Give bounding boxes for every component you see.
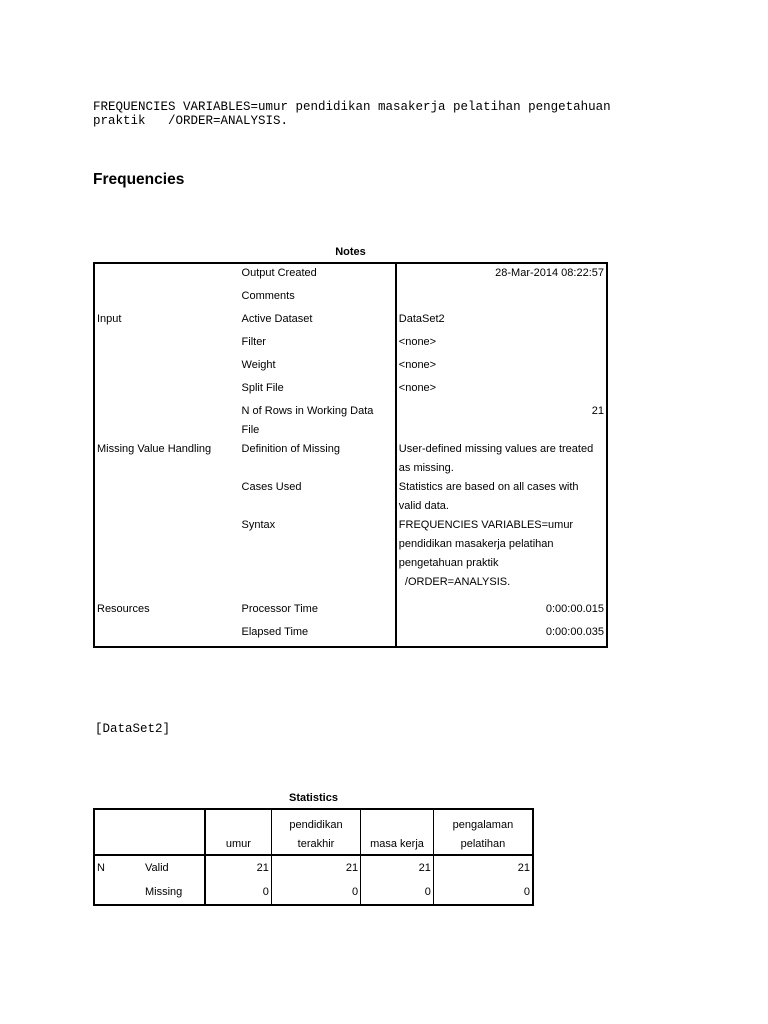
notes-label-cell: Elapsed Time — [240, 623, 396, 647]
notes-group-cell — [94, 623, 240, 647]
notes-group-cell: Resources — [97, 603, 150, 615]
notes-group-cell: Input — [97, 313, 122, 325]
stats-corner-cell — [143, 809, 205, 855]
dataset-tag: [DataSet2] — [95, 722, 171, 736]
stats-column-header-line1 — [363, 816, 431, 835]
notes-label-cell: Definition of Missing — [240, 440, 396, 478]
notes-row — [94, 263, 607, 287]
notes-label-cell: Cases Used — [240, 478, 396, 516]
notes-row — [94, 516, 607, 592]
notes-value-cell — [396, 287, 607, 310]
stats-column-header-line2: terakhir — [297, 838, 335, 850]
notes-group-cell — [94, 402, 240, 440]
statistics-header-row — [94, 809, 533, 855]
notes-value-cell: DataSet2 — [398, 313, 445, 325]
notes-value-cell: 0:00:00.035 — [545, 626, 604, 638]
stats-label-cell: Missing — [143, 880, 205, 905]
stats-value-cell: 0 — [361, 880, 434, 905]
stats-value-cell: 21 — [205, 855, 271, 880]
stats-group-cell — [94, 880, 143, 905]
notes-row — [94, 310, 607, 333]
syntax-line-1: FREQUENCIES VARIABLES=umur pendidikan masakerja pelatihan pengetahuan — [93, 100, 611, 114]
stats-value-cell: 0 — [523, 886, 530, 898]
notes-value-cell: Statistics are based on all cases with valid data. — [398, 481, 582, 512]
stats-column-header — [361, 809, 434, 855]
notes-value-cell: <none> — [398, 382, 437, 394]
notes-label-cell: Filter — [240, 333, 396, 356]
notes-value-cell: 21 — [591, 405, 604, 417]
frequencies-heading: Frequencies — [93, 171, 185, 188]
stats-group-cell: N — [97, 862, 105, 874]
syntax-block — [93, 100, 611, 128]
stats-label-cell: Valid — [143, 855, 205, 880]
notes-row — [94, 600, 607, 623]
notes-value-cell: User-defined missing values are treated as missing. — [398, 443, 597, 474]
stats-column-header — [433, 809, 533, 855]
notes-label-cell: Output Created — [240, 263, 396, 287]
notes-value-cell: 28-Mar-2014 08:22:57 — [495, 267, 604, 279]
notes-label-cell: Split File — [240, 379, 396, 402]
notes-label-cell: N of Rows in Working Data File — [240, 402, 396, 440]
stats-value-cell: 21 — [361, 855, 434, 880]
stats-value-cell: 0 — [271, 880, 360, 905]
notes-row — [94, 623, 607, 647]
notes-label-cell: Weight — [240, 356, 396, 379]
notes-group-cell — [94, 333, 240, 356]
stats-column-header-line1 — [208, 816, 269, 835]
stats-column-header — [271, 809, 360, 855]
notes-group-cell — [94, 356, 240, 379]
statistics-row — [94, 855, 533, 880]
notes-row — [94, 402, 607, 440]
notes-label-cell: Syntax — [240, 516, 396, 592]
stats-column-header-line2: masa kerja — [370, 838, 424, 850]
notes-group-cell: Missing Value Handling — [97, 443, 212, 455]
notes-spacer-row — [94, 592, 607, 600]
notes-value-cell: 0:00:00.015 — [545, 603, 604, 615]
stats-column-header-line1: pendidikan — [289, 819, 343, 831]
notes-row — [94, 478, 607, 516]
stats-column-header-line1: pengalaman — [452, 819, 514, 831]
notes-row — [94, 379, 607, 402]
stats-value-cell: 0 — [205, 880, 271, 905]
stats-column-header-line2: umur — [225, 838, 251, 850]
notes-row — [94, 356, 607, 379]
statistics-table-caption: Statistics — [289, 792, 338, 804]
stats-column-header — [205, 809, 271, 855]
notes-group-cell — [94, 379, 240, 402]
notes-value-cell: FREQUENCIES VARIABLES=umur pendidikan masakerja pelatihan pengetahuan praktik /ORDER=ANALYSIS. — [398, 519, 574, 588]
syntax-line-2: praktik /ORDER=ANALYSIS. — [93, 114, 289, 128]
notes-row — [94, 440, 607, 478]
stats-value-cell: 21 — [517, 862, 530, 874]
statistics-row — [94, 880, 533, 905]
notes-table-caption: Notes — [335, 246, 366, 258]
notes-group-cell — [94, 263, 240, 287]
notes-label-cell: Comments — [240, 287, 396, 310]
notes-value-cell: <none> — [398, 359, 437, 371]
notes-table — [93, 262, 608, 648]
notes-row — [94, 287, 607, 310]
notes-group-cell — [94, 516, 240, 592]
notes-group-cell — [94, 478, 240, 516]
notes-value-cell: <none> — [398, 336, 437, 348]
notes-label-cell: Processor Time — [240, 600, 396, 623]
stats-value-cell: 21 — [271, 855, 360, 880]
statistics-table — [93, 808, 534, 906]
notes-label-cell: Active Dataset — [240, 310, 396, 333]
stats-column-header-line2: pelatihan — [460, 838, 506, 850]
notes-group-cell — [94, 287, 240, 310]
notes-row — [94, 333, 607, 356]
stats-corner-cell — [94, 809, 143, 855]
